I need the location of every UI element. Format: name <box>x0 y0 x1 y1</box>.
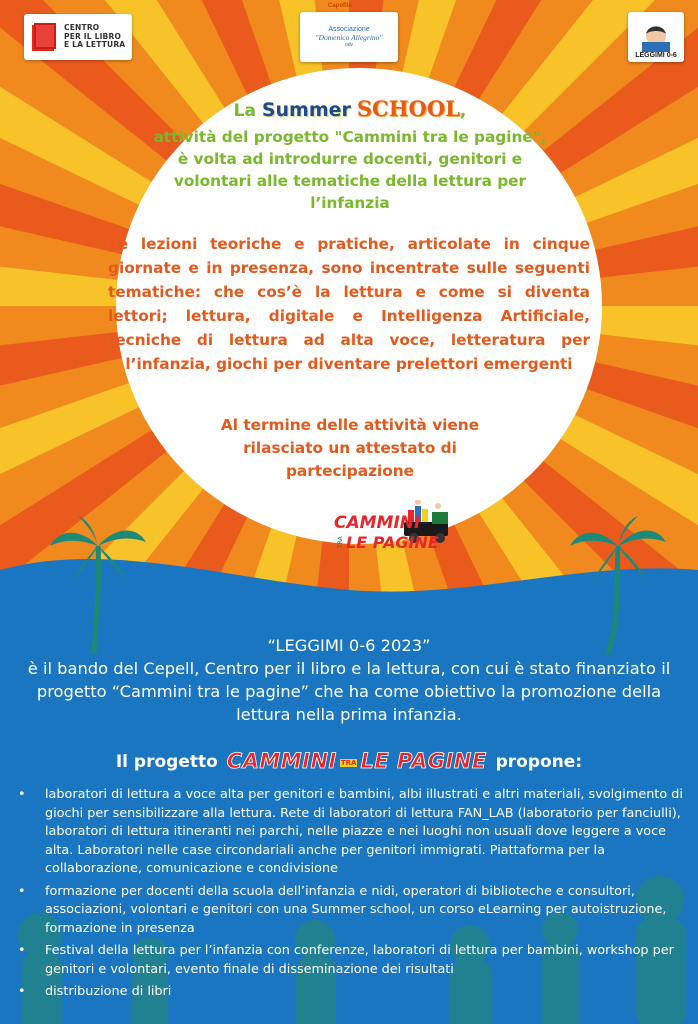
bando-paragraph <box>20 634 678 726</box>
propone-heading <box>20 746 678 778</box>
list-item <box>16 786 686 879</box>
certificate-paragraph: Al termine delle attività viene rilasciato un attestato di partecipazione <box>220 416 480 480</box>
propone-suffix: propone: <box>495 752 583 772</box>
cepell-line-3: E LA LETTURA <box>64 40 126 50</box>
leggimi-label: LEGGIMI 0-6 <box>635 52 677 59</box>
list-item <box>16 983 686 1002</box>
cammini-tra-le-pagine-logo <box>334 500 454 552</box>
brand-cammini: CAMMINI <box>226 749 337 773</box>
cammini-word: CAMMINI <box>334 513 421 533</box>
brand-le-pagine: LE PAGINE <box>360 749 487 773</box>
summer-school-description: attività del progetto "Cammini tra le pagine", è volta ad introdurre docenti, genitori e volontari alle tematiche della lettura per l’infanzia <box>153 128 547 212</box>
list-item-text: distribuzione di libri <box>45 984 172 999</box>
tra-word: TRA <box>337 536 344 548</box>
list-item <box>16 883 686 939</box>
book-icon <box>30 21 58 53</box>
activities-list <box>16 786 686 1006</box>
bullet-icon: • <box>18 883 26 899</box>
summer-word: Summer <box>261 99 351 121</box>
cammini-brand <box>227 746 487 778</box>
list-item-text: laboratori di lettura a voce alta per genitori e bambini, albi illustrati e altri materiali, svolgimento di giochi per sensibilizzare alla lettura. Rete di laboratori di lettura FAN_LAB (laboratorio per fanciulli), laboratori di lettura itineranti nei parchi, nelle piazze e nei luoghi non usuali dove leggere a voce alta. Laboratori nelle case circondariali anche per genitori immigrati. Piattaforma per la collaborazione, comunicazione e condivisione <box>45 787 683 876</box>
bando-title: “LEGGIMI 0-6 2023” <box>267 636 431 655</box>
bullet-icon: • <box>18 787 26 802</box>
intro-prefix: La <box>233 101 256 121</box>
list-item-text: formazione per docenti della scuola dell’infanzia e nidi, operatori di biblioteche e consultori, associazioni, volontari e genitori con una Summer school, un corso eLearning per autoistruzione, formazione in presenza <box>45 883 667 936</box>
cepell-logo <box>24 14 132 60</box>
le-pagine-word: LE PAGINE <box>346 533 439 552</box>
bullet-icon: • <box>18 984 26 999</box>
association-logo <box>300 12 398 62</box>
assoc-line-1: Associazione <box>328 26 370 33</box>
bando-body: è il bando del Cepell, Centro per il libro e la lettura, con cui è stato finanziato il progetto “Cammini tra le pagine” che ha come obiettivo la promozione della lettura nella prima infanzia. <box>27 659 671 724</box>
child-reading-icon <box>636 24 676 52</box>
cepell-line-1: CENTRO <box>64 23 100 33</box>
summer-school-heading <box>150 96 550 121</box>
school-word: SCHOOL <box>356 96 460 121</box>
list-item-text: Festival della lettura per l’infanzia con conferenze, laboratori di lettura per bambini, workshop per genitori e volontari, evento finale di disseminazione dei risultati <box>45 943 674 977</box>
lessons-paragraph: Le lezioni teoriche e pratiche, articolate in cinque giornate e in presenza, sono incentrate sulle seguenti tematiche: che cos’è la lettura e come si diventa lettori; lettura, digitale e Intelligenza Artificiale, tecniche di lettura ad alta voce, letteratura per l’infanzia, giochi per diventare prelettori emergenti <box>108 235 590 373</box>
brand-tra: TRA <box>340 759 357 767</box>
capofila-label: Capofila <box>328 3 352 9</box>
bullet-icon: • <box>18 943 26 958</box>
intro-comma: , <box>459 101 467 121</box>
assoc-line-3: odv <box>344 42 354 48</box>
list-item <box>16 942 686 979</box>
leggimi-logo <box>628 12 684 62</box>
cepell-line-2: PER IL LIBRO <box>64 31 122 41</box>
assoc-line-2: "Domenico Allegrino" <box>315 33 383 42</box>
propone-prefix: Il progetto <box>115 752 218 772</box>
